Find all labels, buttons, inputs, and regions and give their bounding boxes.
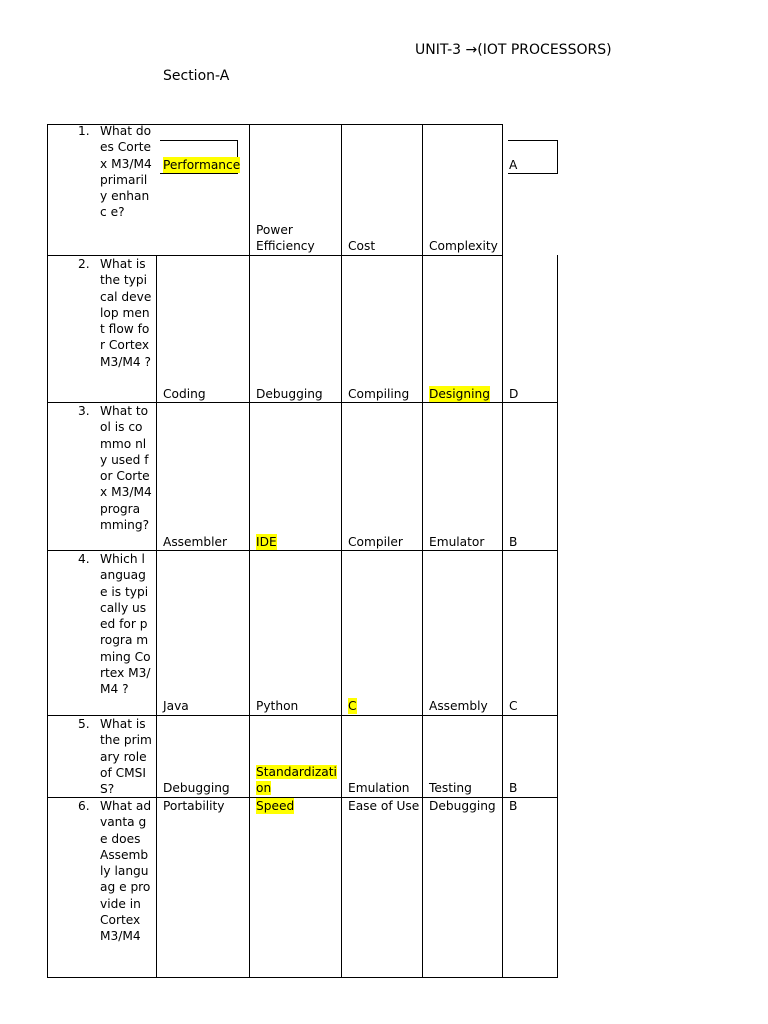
question-text: Which languag e is typically used for progra mming Cortex M3/M4 ? — [100, 552, 151, 697]
table-border-right — [557, 255, 558, 978]
option-c: Compiling — [348, 387, 410, 401]
option-d: Emulator — [429, 535, 485, 549]
question-number: 2. — [78, 257, 90, 271]
option-b: Python — [256, 699, 299, 713]
answer-key: B — [509, 781, 518, 795]
question-text: What tool is commo nly used for Cortex M3/M4 progra mming? — [100, 404, 152, 533]
option-text: Power Efficiency — [256, 223, 315, 254]
column-divider — [341, 124, 342, 978]
box-edge — [557, 140, 558, 174]
option-c-highlighted: C — [348, 699, 357, 713]
option-c: Emulation — [348, 781, 410, 795]
question-text: What is the typical develop ment flow for Cortex M3/M4 ? — [100, 257, 152, 369]
option-a: Assembler — [163, 535, 228, 549]
column-divider — [249, 124, 250, 978]
question-number: 4. — [78, 552, 90, 566]
question-text: What is the primary role of CMSIS? — [100, 717, 152, 797]
answer-key: C — [509, 699, 518, 713]
column-divider — [502, 124, 503, 978]
section-title: Section-A — [163, 68, 230, 84]
option-b — [256, 222, 336, 255]
option-b: Debugging — [256, 387, 323, 401]
option-d-highlighted: Designing — [429, 387, 490, 401]
answer-key: B — [509, 799, 518, 813]
question-number: 1. — [78, 124, 90, 138]
option-d: Testing — [429, 781, 472, 795]
answer-key: A — [509, 158, 518, 172]
option-c: Ease of Use — [348, 799, 420, 813]
option-a: Debugging — [163, 781, 230, 795]
option-a: Java — [163, 699, 189, 713]
option-a-highlighted: Performance — [163, 158, 241, 172]
column-divider — [156, 255, 157, 978]
option-c: Compiler — [348, 535, 403, 549]
column-divider — [422, 124, 423, 978]
unit-title: UNIT-3 →(IOT PROCESSORS) — [415, 42, 612, 58]
option-b-highlighted: Speed — [256, 799, 295, 813]
answer-key: D — [509, 387, 519, 401]
option-d: Debugging — [429, 799, 496, 813]
question-text: What does Cortex M3/M4 primaril y enhanc e? — [100, 124, 152, 220]
option-d: Assembly — [429, 699, 488, 713]
question-text: What advanta ge does Assemb ly languag e provide in Cortex M3/M4 — [100, 799, 152, 944]
option-b — [256, 764, 340, 797]
question-number: 3. — [78, 404, 90, 418]
table-border-left — [47, 124, 48, 978]
option-a: Portability — [163, 799, 225, 813]
box-edge — [160, 140, 238, 141]
box-edge — [508, 140, 558, 141]
answer-key: B — [509, 535, 518, 549]
option-text-highlighted: Standardizati on — [256, 765, 337, 796]
option-c: Cost — [348, 239, 376, 253]
question-number: 6. — [78, 799, 90, 813]
option-d: Complexity — [429, 239, 498, 253]
option-b-highlighted: IDE — [256, 535, 277, 549]
table-border-bottom — [47, 977, 557, 978]
question-number: 5. — [78, 717, 90, 731]
option-a: Coding — [163, 387, 206, 401]
